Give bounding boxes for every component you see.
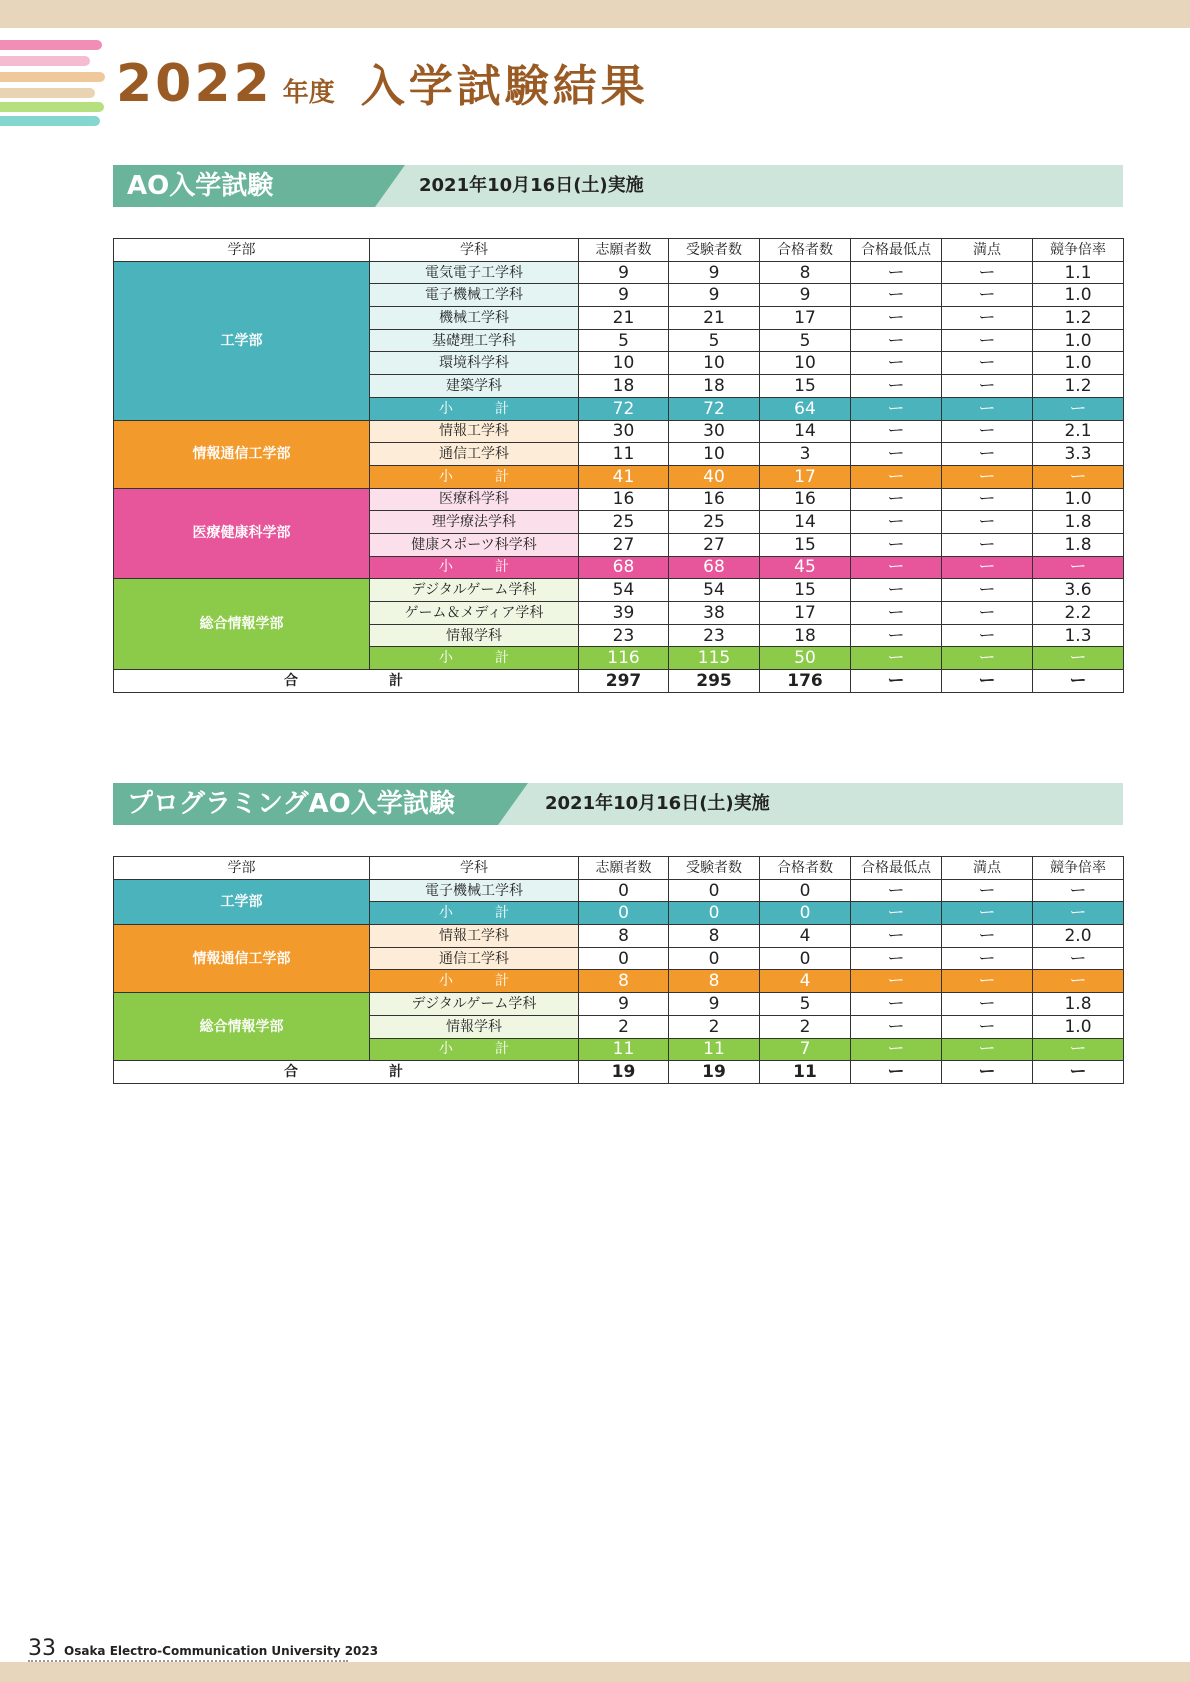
subtotal-value: 40 — [669, 465, 760, 488]
value-cell: 2.0 — [1033, 925, 1124, 948]
value-cell: ー — [942, 993, 1033, 1016]
value-cell: ー — [942, 443, 1033, 466]
subtotal-value: 17 — [760, 465, 851, 488]
value-cell: 1.1 — [1033, 261, 1124, 284]
faculty-cell: 総合情報学部 — [114, 993, 370, 1061]
subtotal-value: ー — [942, 902, 1033, 925]
column-header: 合格者数 — [760, 239, 851, 262]
value-cell: 1.8 — [1033, 533, 1124, 556]
subtotal-label — [370, 647, 579, 670]
value-cell: 25 — [669, 511, 760, 534]
section-label: プログラミングAO入学試験 — [127, 789, 455, 819]
value-cell: ー — [851, 420, 942, 443]
value-cell: 2 — [669, 1015, 760, 1038]
subtotal-label-text: 小 計 — [439, 468, 509, 485]
value-cell: ー — [942, 579, 1033, 602]
faculty-cell: 総合情報学部 — [114, 579, 370, 670]
department-cell: 医療科学科 — [370, 488, 579, 511]
page-footer — [28, 1636, 378, 1661]
page-title-nendo: 年度 — [282, 78, 335, 108]
value-cell: ー — [942, 488, 1033, 511]
results-table-ao — [113, 238, 1124, 693]
subtotal-value: 0 — [760, 902, 851, 925]
section-date: 2021年10月16日(土)実施 — [419, 175, 644, 196]
total-row — [114, 1061, 1124, 1084]
value-cell: 54 — [669, 579, 760, 602]
results-table-programming-ao — [113, 856, 1124, 1084]
subtotal-label — [370, 556, 579, 579]
value-cell: ー — [851, 511, 942, 534]
value-cell: 10 — [760, 352, 851, 375]
table-row — [114, 579, 1124, 602]
value-cell: 3.6 — [1033, 579, 1124, 602]
value-cell: ー — [851, 284, 942, 307]
value-cell: ー — [942, 624, 1033, 647]
table-row — [114, 261, 1124, 284]
subtotal-label — [370, 902, 579, 925]
subtotal-label — [370, 1038, 579, 1061]
subtotal-label-text: 小 計 — [439, 973, 509, 990]
value-cell: 27 — [579, 533, 669, 556]
value-cell: ー — [851, 443, 942, 466]
value-cell: 25 — [579, 511, 669, 534]
value-cell: 2.2 — [1033, 602, 1124, 625]
value-cell: 1.0 — [1033, 488, 1124, 511]
value-cell: 15 — [760, 375, 851, 398]
value-cell: 9 — [669, 261, 760, 284]
value-cell: 16 — [760, 488, 851, 511]
value-cell: ー — [851, 533, 942, 556]
value-cell: ー — [851, 947, 942, 970]
total-value: ー — [1033, 1061, 1124, 1084]
value-cell: 9 — [760, 284, 851, 307]
total-label-b: 計 — [389, 672, 403, 689]
value-cell: 8 — [669, 925, 760, 948]
value-cell: 9 — [579, 993, 669, 1016]
department-cell: 通信工学科 — [370, 947, 579, 970]
department-cell: 環境科学科 — [370, 352, 579, 375]
subtotal-value: 41 — [579, 465, 669, 488]
subtotal-value: 50 — [760, 647, 851, 670]
column-header: 満点 — [942, 239, 1033, 262]
subtotal-value: ー — [851, 465, 942, 488]
value-cell: 2 — [760, 1015, 851, 1038]
value-cell: 39 — [579, 602, 669, 625]
value-cell: 1.8 — [1033, 511, 1124, 534]
value-cell: 18 — [760, 624, 851, 647]
value-cell: ー — [942, 352, 1033, 375]
column-header: 志願者数 — [579, 239, 669, 262]
top-decorative-band — [0, 0, 1190, 28]
value-cell: ー — [1033, 879, 1124, 902]
value-cell: 0 — [579, 947, 669, 970]
subtotal-label-text: 小 計 — [439, 650, 509, 667]
subtotal-value: ー — [1033, 902, 1124, 925]
value-cell: ー — [942, 307, 1033, 330]
total-value: ー — [942, 670, 1033, 693]
department-cell: 機械工学科 — [370, 307, 579, 330]
value-cell: ー — [851, 1015, 942, 1038]
subtotal-value: ー — [942, 647, 1033, 670]
value-cell: ー — [942, 420, 1033, 443]
value-cell: 0 — [760, 947, 851, 970]
subtotal-value: ー — [851, 902, 942, 925]
table-row — [114, 488, 1124, 511]
value-cell: 23 — [669, 624, 760, 647]
total-value: 295 — [669, 670, 760, 693]
total-value: ー — [851, 1061, 942, 1084]
section-label: AO入学試験 — [127, 171, 274, 201]
subtotal-value: 45 — [760, 556, 851, 579]
total-value: 11 — [760, 1061, 851, 1084]
value-cell: 0 — [579, 879, 669, 902]
total-value: 176 — [760, 670, 851, 693]
subtotal-value: ー — [942, 970, 1033, 993]
subtotal-value: 8 — [579, 970, 669, 993]
column-header: 競争倍率 — [1033, 239, 1124, 262]
value-cell: 16 — [579, 488, 669, 511]
university-name: Osaka Electro-Communication University 2023 — [64, 1644, 379, 1658]
department-cell: デジタルゲーム学科 — [370, 579, 579, 602]
subtotal-value: ー — [942, 465, 1033, 488]
total-label-a: 合 — [284, 672, 298, 689]
value-cell: ー — [942, 1015, 1033, 1038]
subtotal-label — [370, 397, 579, 420]
subtotal-label-text: 小 計 — [439, 1041, 509, 1058]
value-cell: 9 — [669, 284, 760, 307]
value-cell: 9 — [579, 284, 669, 307]
value-cell: 54 — [579, 579, 669, 602]
department-cell: 通信工学科 — [370, 443, 579, 466]
value-cell: ー — [942, 329, 1033, 352]
value-cell: ー — [942, 947, 1033, 970]
value-cell: 1.3 — [1033, 624, 1124, 647]
subtotal-value: 11 — [579, 1038, 669, 1061]
value-cell: 9 — [579, 261, 669, 284]
table-row — [114, 879, 1124, 902]
value-cell: ー — [851, 488, 942, 511]
subtotal-value: 68 — [579, 556, 669, 579]
value-cell: 4 — [760, 925, 851, 948]
value-cell: 10 — [579, 352, 669, 375]
value-cell: 1.8 — [1033, 993, 1124, 1016]
subtotal-value: ー — [1033, 647, 1124, 670]
value-cell: ー — [851, 261, 942, 284]
value-cell: ー — [851, 579, 942, 602]
section-header-programming-ao — [113, 783, 1123, 825]
subtotal-value: 72 — [579, 397, 669, 420]
value-cell: ー — [851, 375, 942, 398]
value-cell: ー — [942, 879, 1033, 902]
page-title-year: 2022 — [116, 54, 273, 114]
value-cell: 2.1 — [1033, 420, 1124, 443]
column-header: 学部 — [114, 857, 370, 880]
column-header: 合格最低点 — [851, 239, 942, 262]
subtotal-value: 8 — [669, 970, 760, 993]
total-value: ー — [851, 670, 942, 693]
subtotal-value: 68 — [669, 556, 760, 579]
column-header: 学科 — [370, 857, 579, 880]
column-header: 合格者数 — [760, 857, 851, 880]
value-cell: ー — [851, 329, 942, 352]
value-cell: ー — [851, 624, 942, 647]
total-value: 297 — [579, 670, 669, 693]
column-header: 受験者数 — [669, 239, 760, 262]
value-cell: 5 — [760, 329, 851, 352]
value-cell: ー — [942, 511, 1033, 534]
subtotal-value: 0 — [669, 902, 760, 925]
department-cell: 情報学科 — [370, 1015, 579, 1038]
department-cell: デジタルゲーム学科 — [370, 993, 579, 1016]
color-stripes-decoration — [0, 40, 110, 130]
page-title-main: 入学試験結果 — [360, 61, 649, 112]
value-cell: ー — [851, 307, 942, 330]
value-cell: 0 — [669, 947, 760, 970]
value-cell: 30 — [579, 420, 669, 443]
value-cell: 15 — [760, 579, 851, 602]
subtotal-label-text: 小 計 — [439, 905, 509, 922]
value-cell: 23 — [579, 624, 669, 647]
subtotal-value: 64 — [760, 397, 851, 420]
value-cell: 21 — [579, 307, 669, 330]
column-header: 受験者数 — [669, 857, 760, 880]
value-cell: 16 — [669, 488, 760, 511]
column-header: 満点 — [942, 857, 1033, 880]
subtotal-value: 11 — [669, 1038, 760, 1061]
value-cell: 1.0 — [1033, 284, 1124, 307]
value-cell: 3.3 — [1033, 443, 1124, 466]
department-cell: 理学療法学科 — [370, 511, 579, 534]
total-value: ー — [942, 1061, 1033, 1084]
subtotal-value: ー — [1033, 970, 1124, 993]
faculty-cell: 工学部 — [114, 879, 370, 924]
value-cell: 1.0 — [1033, 352, 1124, 375]
value-cell: 14 — [760, 420, 851, 443]
value-cell: 8 — [760, 261, 851, 284]
department-cell: 健康スポーツ科学科 — [370, 533, 579, 556]
table-header-row — [114, 857, 1124, 880]
department-cell: 基礎理工学科 — [370, 329, 579, 352]
subtotal-value: ー — [1033, 397, 1124, 420]
value-cell: 18 — [669, 375, 760, 398]
value-cell: 8 — [579, 925, 669, 948]
column-header: 学科 — [370, 239, 579, 262]
column-header: 志願者数 — [579, 857, 669, 880]
total-label — [114, 670, 579, 693]
value-cell: ー — [942, 375, 1033, 398]
department-cell: 電子機械工学科 — [370, 284, 579, 307]
table-row — [114, 993, 1124, 1016]
value-cell: 38 — [669, 602, 760, 625]
value-cell: 9 — [669, 993, 760, 1016]
value-cell: 5 — [579, 329, 669, 352]
value-cell: 1.2 — [1033, 307, 1124, 330]
value-cell: ー — [942, 533, 1033, 556]
page-title — [116, 50, 649, 112]
subtotal-value: ー — [851, 397, 942, 420]
department-cell: 情報工学科 — [370, 925, 579, 948]
value-cell: 15 — [760, 533, 851, 556]
total-label — [114, 1061, 579, 1084]
subtotal-value: ー — [851, 1038, 942, 1061]
value-cell: ー — [942, 925, 1033, 948]
value-cell: 3 — [760, 443, 851, 466]
value-cell: 18 — [579, 375, 669, 398]
bottom-decorative-band — [0, 1662, 1190, 1682]
total-value: 19 — [669, 1061, 760, 1084]
table-row — [114, 420, 1124, 443]
value-cell: 30 — [669, 420, 760, 443]
subtotal-label — [370, 970, 579, 993]
value-cell: 0 — [760, 879, 851, 902]
value-cell: 1.0 — [1033, 1015, 1124, 1038]
total-label-a: 合 — [284, 1064, 298, 1081]
department-cell: 情報工学科 — [370, 420, 579, 443]
value-cell: ー — [1033, 947, 1124, 970]
subtotal-value: ー — [1033, 1038, 1124, 1061]
subtotal-value: ー — [1033, 556, 1124, 579]
value-cell: 10 — [669, 443, 760, 466]
table-header-row — [114, 239, 1124, 262]
value-cell: 11 — [579, 443, 669, 466]
value-cell: 1.2 — [1033, 375, 1124, 398]
value-cell: 2 — [579, 1015, 669, 1038]
department-cell: ゲーム＆メディア学科 — [370, 602, 579, 625]
value-cell: 17 — [760, 307, 851, 330]
subtotal-value: 72 — [669, 397, 760, 420]
subtotal-label-text: 小 計 — [439, 559, 509, 576]
value-cell: ー — [851, 602, 942, 625]
section-header-ao — [113, 165, 1123, 207]
value-cell: 5 — [760, 993, 851, 1016]
department-cell: 電子機械工学科 — [370, 879, 579, 902]
subtotal-value: 7 — [760, 1038, 851, 1061]
subtotal-value: 115 — [669, 647, 760, 670]
value-cell: ー — [942, 284, 1033, 307]
section-date: 2021年10月16日(土)実施 — [545, 793, 770, 814]
value-cell: 21 — [669, 307, 760, 330]
value-cell: 27 — [669, 533, 760, 556]
value-cell: ー — [851, 879, 942, 902]
total-row — [114, 670, 1124, 693]
subtotal-value: ー — [851, 647, 942, 670]
faculty-cell: 工学部 — [114, 261, 370, 420]
value-cell: ー — [851, 352, 942, 375]
subtotal-value: 0 — [579, 902, 669, 925]
subtotal-value: 4 — [760, 970, 851, 993]
faculty-cell: 情報通信工学部 — [114, 420, 370, 488]
value-cell: 17 — [760, 602, 851, 625]
subtotal-value: ー — [1033, 465, 1124, 488]
department-cell: 電気電子工学科 — [370, 261, 579, 284]
page-number: 33 — [28, 1636, 56, 1661]
table-row — [114, 925, 1124, 948]
subtotal-value: ー — [851, 970, 942, 993]
subtotal-label — [370, 465, 579, 488]
column-header: 競争倍率 — [1033, 857, 1124, 880]
value-cell: 1.0 — [1033, 329, 1124, 352]
value-cell: ー — [851, 925, 942, 948]
total-value: ー — [1033, 670, 1124, 693]
value-cell: ー — [942, 261, 1033, 284]
faculty-cell: 医療健康科学部 — [114, 488, 370, 579]
subtotal-value: ー — [942, 1038, 1033, 1061]
subtotal-value: ー — [942, 556, 1033, 579]
value-cell: ー — [851, 993, 942, 1016]
subtotal-value: ー — [942, 397, 1033, 420]
column-header: 合格最低点 — [851, 857, 942, 880]
value-cell: 10 — [669, 352, 760, 375]
subtotal-label-text: 小 計 — [439, 400, 509, 417]
faculty-cell: 情報通信工学部 — [114, 925, 370, 993]
subtotal-value: ー — [851, 556, 942, 579]
value-cell: 14 — [760, 511, 851, 534]
value-cell: 0 — [669, 879, 760, 902]
value-cell: 5 — [669, 329, 760, 352]
department-cell: 建築学科 — [370, 375, 579, 398]
column-header: 学部 — [114, 239, 370, 262]
subtotal-value: 116 — [579, 647, 669, 670]
total-value: 19 — [579, 1061, 669, 1084]
total-label-b: 計 — [389, 1064, 403, 1081]
value-cell: ー — [942, 602, 1033, 625]
department-cell: 情報学科 — [370, 624, 579, 647]
